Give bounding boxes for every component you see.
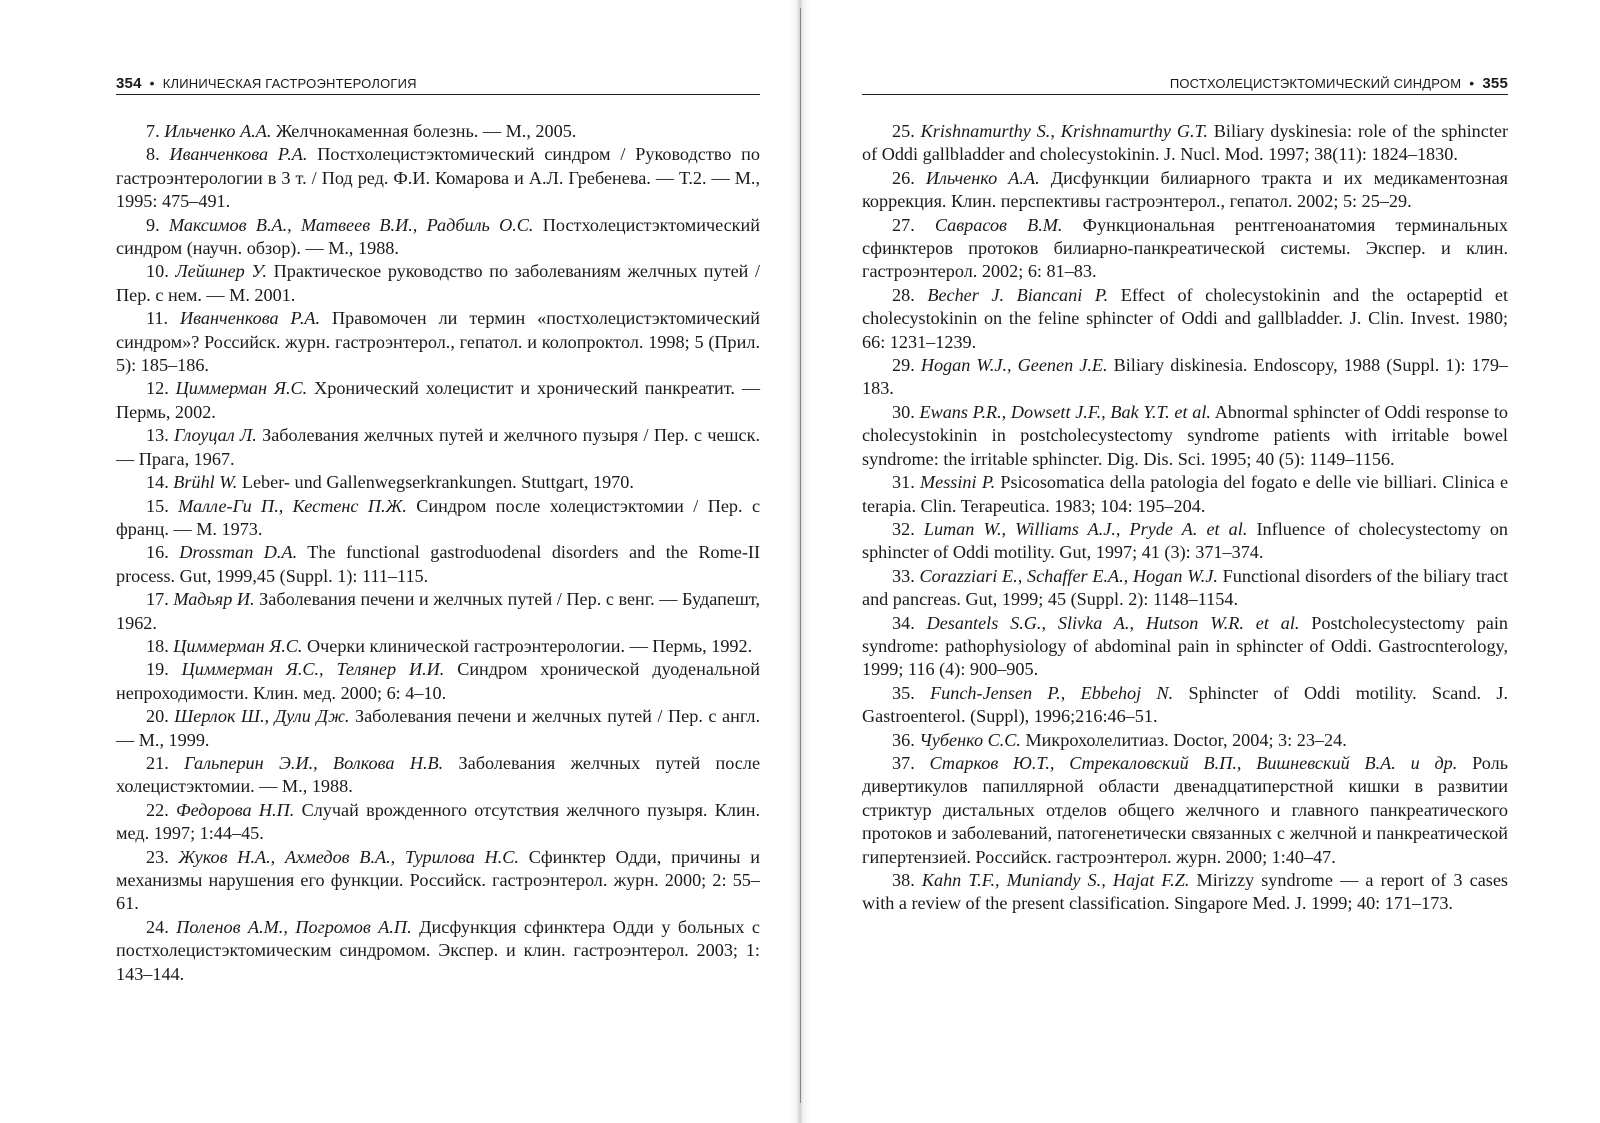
reference-authors: Brühl W. [173,472,238,493]
reference-text: Синдром после холецистэктомии / Пер. с франц. — М. 1973. [116,495,761,539]
reference-authors: Циммерман Я.С., Телянер И.И. [181,659,445,680]
reference-authors: Чубенко С.С. [919,729,1021,750]
reference-authors: Циммерман Я.С. [175,378,308,399]
reference-number: 11. [146,308,169,329]
reference-text: Хронический холецистит и хронический панкреатит. — Пермь, 2002. [116,378,761,422]
reference-authors: Лейшнер У. [175,261,267,282]
reference-number: 28. [892,284,915,305]
left-reference-list [116,120,760,986]
reference-number: 9. [146,214,160,235]
reference-number: 20. [146,706,169,727]
reference-text: Дисфункции билиарного тракта и их медикаментозная коррекция. Клин. перспективы гастроэнтерол., гепатол. 2002; 5: 25–29. [862,167,1509,212]
reference-text: Желчнокаменная болезнь. — М., 2005. [275,121,577,141]
reference-item [116,120,760,143]
reference-number: 12. [146,378,169,399]
reference-text: Biliary diskinesia. Endoscopy, 1988 (Suppl. 1): 179–183. [862,355,1509,399]
reference-text: Правомочен ли термин «постхолецистэктомический синдром»? Российск. журн. гастроэнтерол., гепатол. и колопроктол. 1998; 5 (Прил. 5): 185–186. [116,308,761,376]
reference-text: Синдром хронической дуоденальной непроходимости. Клин. мед. 2000; 6: 4–10. [116,659,761,703]
bullet-separator: • [149,75,155,91]
reference-text: Постхолецистэктомический синдром (научн. обзор). — М., 1988. [116,214,760,259]
reference-item [116,752,760,799]
reference-item [116,658,760,705]
reference-authors: Саврасов В.М. [934,214,1063,235]
reference-item [116,471,760,494]
reference-item [862,471,1508,518]
reference-authors: Hogan W.J., Geenen J.E. [920,355,1108,376]
reference-number: 31. [892,472,915,493]
reference-item [116,635,760,658]
reference-item [116,588,760,635]
reference-item [862,284,1508,354]
reference-number: 25. [892,121,915,141]
reference-number: 27. [892,214,915,235]
reference-item [116,916,760,986]
reference-item [862,518,1508,565]
reference-item [862,167,1508,214]
reference-authors: Ewans P.R., Dowsett J.F., Bak Y.T. et al. [919,401,1211,422]
reference-text: Практическое руководство по заболеваниям желчных путей / Пер. с нем. — М. 2001. [116,261,761,305]
reference-item [862,752,1508,869]
reference-text: Функциональная рентгеноанатомия терминальных сфинктеров протоков билиарно-панкреатической системы. Экспер. и клин. гастроэнтерол. 2002; 6: 81–83. [862,214,1508,282]
reference-item [862,729,1508,752]
reference-authors: Drossman D.A. [179,542,298,563]
right-running-title: ПОСТХОЛЕЦИСТЭКТОМИЧЕСКИЙ СИНДРОМ [1169,75,1462,91]
reference-number: 13. [146,425,169,446]
reference-number: 37. [892,752,915,773]
reference-text: Postcholecystectomy pain syndrome: pathophysiology of abdominal pain in sphincter of Oddi. Gastrocnterology, 1999; 116 (4): 900–905. [862,612,1508,680]
reference-authors: Шерлок Ш., Дули Дж. [174,706,350,727]
right-page [862,0,1508,1123]
reference-number: 18. [146,635,169,656]
reference-item [862,354,1508,401]
reference-item [116,143,760,213]
reference-text: Случай врожденного отсутствия желчного пузыря. Клин. мед. 1997; 1:44–45. [116,799,760,844]
reference-number: 35. [892,682,915,703]
reference-number: 19. [146,659,169,680]
reference-number: 15. [146,495,169,516]
reference-item [116,846,760,916]
reference-authors: Messini P. [920,472,996,493]
reference-item [862,401,1508,471]
left-running-title: КЛИНИЧЕСКАЯ ГАСТРОЭНТЕРОЛОГИЯ [162,75,417,91]
reference-text: Роль дивертикулов папиллярной области двенадцатиперстной кишки в развитии стриктур дистальных отделов общего желчного и главного панкреатического протоков и заболеваний, патогенетически связанных с желчной и панкреатической гипертензией. Российск. гастроэнтерол. журн. 2000; 1:40–47. [862,752,1508,867]
reference-number: 21. [146,752,169,773]
reference-item [116,541,760,588]
reference-text: Psicosomatica della patologia del fogato e delle vie billiari. Clinica e terapia. Clin. Terapeutica. 1983; 104: 195–204. [862,472,1509,516]
reference-text: Biliary dyskinesia: role of the sphincter of Oddi gallbladder and cholecystokinin. J. Nucl. Mod. 1997; 38(11): 1824–1830. [862,121,1509,165]
reference-number: 23. [146,846,169,867]
reference-text: Leber- und Gallenwegserkrankungen. Stuttgart, 1970. [241,472,634,493]
reference-text: Abnormal sphincter of Oddi response to cholecystokinin in postcholecystectomy syndrome patients with irritable bowel syndrome: the irritable sphincter. Dig. Dis. Sci. 1995; 40 (5): 1149–1156. [862,401,1509,469]
left-running-head [116,72,760,95]
reference-item [116,495,760,542]
right-page-number: 355 [1482,74,1508,92]
reference-text: Influence of cholecystectomy on sphincter of Oddi motility. Gut, 1997; 41 (3): 371–374. [862,518,1509,563]
reference-text: Микрохолелитиаз. Doctor, 2004; 3: 23–24. [1025,729,1347,750]
reference-authors: Жуков Н.А., Ахмедов В.А., Турилова Н.С. [178,846,519,867]
reference-item [862,565,1508,612]
reference-number: 30. [892,401,915,422]
reference-item [116,799,760,846]
reference-text: Постхолецистэктомический синдром / Руководство по гастроэнтерологии в 3 т. / Под ред. Ф.И. Комарова и А.Л. Гребенева. — Т.2. — М., 1995: 475–491. [116,144,761,212]
reference-number: 32. [892,518,915,539]
reference-authors: Максимов В.А., Матвеев В.И., Радбиль О.С. [168,214,534,235]
reference-number: 38. [892,870,915,890]
reference-text: Sphincter of Oddi motility. Scand. J. Gastroenterol. (Suppl), 1996;216:46–51. [862,682,1508,727]
reference-item [116,214,760,261]
reference-authors: Becher J. Biancani P. [927,284,1109,305]
reference-authors: Desantels S.G., Slivka A., Hutson W.R. et al. [926,612,1300,633]
reference-authors: Funch-Jensen P., Ebbehoj N. [930,682,1174,703]
reference-item [116,424,760,471]
reference-text: Заболевания печени и желчных путей / Пер. с венг. — Будапешт, 1962. [116,589,761,633]
reference-item [116,705,760,752]
reference-authors: Старков Ю.Т., Стрекаловский В.П., Вишневский В.А. и др. [929,752,1458,773]
reference-text: Сфинктер Одди, причины и механизмы нарушения его функции. Российск. гастроэнтерол. журн. 2000; 2: 55–61. [116,846,761,914]
reference-number: 10. [146,261,169,282]
reference-authors: Мадьяр И. [173,589,255,610]
reference-authors: Krishnamurthy S., Krishnamurthy G.T. [920,121,1208,141]
reference-number: 7. [146,121,160,141]
reference-authors: Иванченкова Р.А. [180,308,321,329]
reference-number: 36. [892,729,915,750]
left-page-number: 354 [116,74,142,92]
reference-text: The functional gastroduodenal disorders and the Rome-II process. Gut, 1999,45 (Suppl. 1): 111–115. [116,542,761,586]
reference-number: 24. [146,916,169,937]
book-spine-line [800,8,801,1103]
reference-number: 16. [146,542,169,563]
reference-text: Заболевания печени и желчных путей / Пер. с англ. — М., 1999. [116,706,761,750]
reference-authors: Ильченко А.А. [164,121,272,141]
reference-item [862,612,1508,682]
reference-text: Mirizzy syndrome — a report of 3 cases with a review of the present classification. Singapore Med. J. 1999; 40: 171–173. [862,870,1509,914]
right-reference-list [862,120,1508,916]
reference-item [116,307,760,377]
reference-text: Заболевания желчных путей после холецистэктомии. — М., 1988. [116,752,761,797]
reference-authors: Малле-Ги П., Кестенс П.Ж. [178,495,407,516]
reference-item [116,260,760,307]
reference-number: 8. [146,144,160,165]
reference-authors: Corazziari E., Schaffer E.A., Hogan W.J. [919,565,1218,586]
bullet-separator: • [1469,75,1475,91]
reference-authors: Циммерман Я.С. [173,635,303,656]
reference-number: 34. [892,612,915,633]
reference-item [862,214,1508,284]
reference-item [116,377,760,424]
reference-authors: Гальперин Э.И., Волкова Н.В. [184,752,444,773]
reference-number: 22. [146,799,169,820]
reference-text: Effect of cholecystokinin and the octapeptid et cholecystokinin on the feline sphincter of Oddi and gallbladder. J. Clin. Invest. 1980; 66: 1231–1239. [862,284,1509,352]
reference-number: 29. [892,355,915,376]
reference-item [862,120,1508,167]
reference-text: Дисфункция сфинктера Одди у больных с постхолецистэктомическим синдромом. Экспер. и клин. гастроэнтерол. 2003; 1: 143–144. [116,916,761,984]
reference-authors: Иванченкова Р.А. [169,144,308,165]
left-page [116,0,760,1123]
reference-number: 14. [146,472,169,493]
reference-authors: Глоуцал Л. [174,425,257,446]
reference-number: 26. [892,167,915,188]
reference-authors: Федорова Н.П. [176,799,295,820]
reference-text: Очерки клинической гастроэнтерологии. — Пермь, 1992. [306,635,753,656]
reference-number: 17. [146,589,169,610]
reference-authors: Поленов А.М., Погромов А.П. [176,916,412,937]
right-running-head [862,72,1508,95]
reference-item [862,682,1508,729]
reference-authors: Luman W., Williams A.J., Pryde A. et al. [923,518,1248,539]
reference-item [862,869,1508,916]
reference-authors: Kahn T.F., Muniandy S., Hajat F.Z. [921,870,1190,890]
reference-authors: Ильченко А.А. [925,167,1040,188]
reference-number: 33. [892,565,915,586]
reference-text: Заболевания желчных путей и желчного пузыря / Пер. с чешск. — Прага, 1967. [116,425,760,469]
reference-text: Functional disorders of the biliary tract and pancreas. Gut, 1999; 45 (Suppl. 2): 1148–1154. [862,565,1509,610]
